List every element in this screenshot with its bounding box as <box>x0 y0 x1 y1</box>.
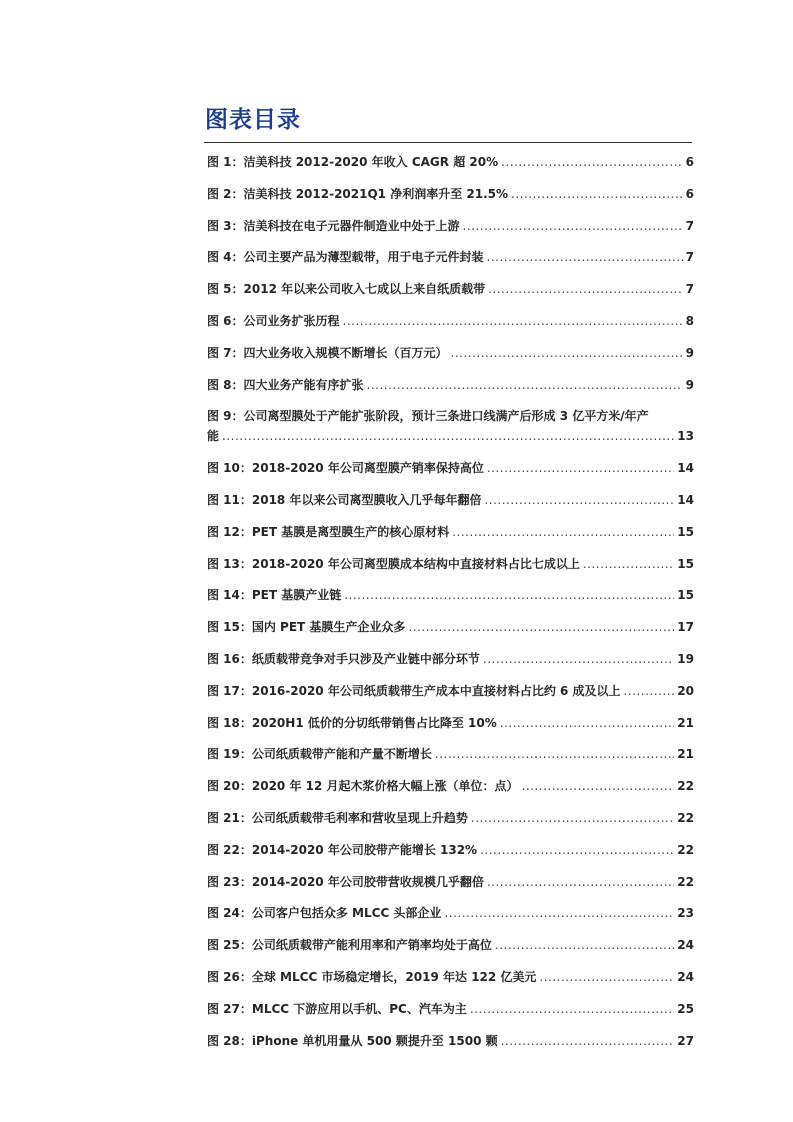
toc-page-number: 21 <box>677 747 694 762</box>
toc-leader <box>495 935 674 955</box>
toc-entry-text: 图 26：全球 MLCC 市场稳定增长，2019 年达 122 亿美元 <box>207 969 537 984</box>
toc-leader <box>343 311 683 331</box>
toc-page-number: 19 <box>677 651 694 666</box>
toc-entry-text: 图 25：公司纸质载带产能利用率和产销率均处于高位 <box>207 938 492 953</box>
toc-entry-24[interactable] <box>207 903 694 923</box>
toc-leader <box>480 840 674 860</box>
toc-entry-text: 图 20：2020 年 12 月起木浆价格大幅上涨（单位：点） <box>207 779 519 794</box>
toc-page-number: 20 <box>677 683 694 698</box>
toc-leader <box>484 490 674 510</box>
toc-entry-17[interactable] <box>207 681 694 701</box>
toc-entry-22[interactable] <box>207 840 694 860</box>
toc-entry-text: 图 16：纸质载带竞争对手只涉及产业链中部分环节 <box>207 651 480 666</box>
toc-leader <box>471 808 674 828</box>
toc-page-number: 15 <box>677 588 694 603</box>
toc-page-number: 15 <box>677 556 694 571</box>
toc-leader <box>344 585 674 605</box>
toc-entry-15[interactable] <box>207 617 694 637</box>
toc-page-number: 22 <box>677 810 694 825</box>
toc-entry-27[interactable] <box>207 999 694 1019</box>
toc-entry-text: 图 17：2016-2020 年公司纸质载带生产成本中直接材料占比约 6 成及以上 <box>207 683 621 698</box>
toc-entry-text: 图 5：2012 年以来公司收入七成以上来自纸质载带 <box>207 282 486 297</box>
toc-entry-23[interactable] <box>207 872 694 892</box>
toc-entry-text: 图 24：公司客户包括众多 MLCC 头部企业 <box>207 906 442 921</box>
toc-entry-text: 图 9：公司离型膜处于产能扩张阶段，预计三条进口线满产后形成 3 亿平方米/年产 <box>207 409 649 424</box>
toc-entry-20[interactable] <box>207 776 694 796</box>
toc-page-number: 22 <box>677 779 694 794</box>
toc-leader <box>435 744 674 764</box>
toc-page-number: 14 <box>677 492 694 507</box>
toc-entry-26[interactable] <box>207 967 694 987</box>
toc-page-number: 22 <box>677 874 694 889</box>
toc-leader <box>583 554 674 574</box>
toc-entry-text: 图 22：2014-2020 年公司胶带产能增长 132% <box>207 842 478 857</box>
toc-leader <box>451 343 683 363</box>
toc-page-number: 24 <box>677 969 694 984</box>
toc-leader <box>501 1031 675 1051</box>
toc-entry-7[interactable] <box>207 343 694 363</box>
toc-leader <box>408 617 674 637</box>
toc-entry-19[interactable] <box>207 744 694 764</box>
toc-entry-text: 图 6：公司业务扩张历程 <box>207 313 340 328</box>
toc-leader <box>511 184 683 204</box>
toc-entry-text: 图 4：公司主要产品为薄型载带，用于电子元件封装 <box>207 250 484 265</box>
toc-page-number: 23 <box>677 906 694 921</box>
toc-leader <box>483 649 674 669</box>
toc-entry-10[interactable] <box>207 458 694 478</box>
toc-entry-14[interactable] <box>207 585 694 605</box>
toc-leader <box>539 967 674 987</box>
toc-entry-1[interactable] <box>207 152 694 172</box>
toc-entry-8[interactable] <box>207 375 694 395</box>
toc-entry-text: 图 18：2020H1 低价的分切纸带销售占比降至 10% <box>207 715 497 730</box>
toc-entry-text: 图 8：四大业务产能有序扩张 <box>207 377 364 392</box>
toc-entry-3[interactable] <box>207 216 694 236</box>
toc-entry-25[interactable] <box>207 935 694 955</box>
toc-entry-2[interactable] <box>207 184 694 204</box>
toc-page-number: 14 <box>677 461 694 476</box>
toc-leader <box>487 458 674 478</box>
toc-entry-text: 图 27：MLCC 下游应用以手机、PC、汽车为主 <box>207 1001 467 1016</box>
toc-leader <box>487 872 674 892</box>
toc-entry-text: 图 21：公司纸质载带毛利率和营收呈现上升趋势 <box>207 810 468 825</box>
toc-page-number: 17 <box>677 620 694 635</box>
title-divider <box>204 142 692 143</box>
toc-entry-text: 图 15：国内 PET 基膜生产企业众多 <box>207 620 406 635</box>
toc-leader <box>222 426 674 446</box>
toc-list <box>207 152 694 1062</box>
toc-entry-text: 图 2：洁美科技 2012-2021Q1 净利润率升至 21.5% <box>207 186 509 201</box>
toc-page-number: 7 <box>685 250 694 265</box>
toc-page-number: 27 <box>677 1033 694 1048</box>
toc-entry-text: 图 11：2018 年以来公司离型膜收入几乎每年翻倍 <box>207 492 482 507</box>
toc-entry-text-continued: 能 <box>207 429 220 444</box>
toc-title: 图表目录 <box>205 107 301 133</box>
toc-leader <box>367 375 683 395</box>
toc-entry-12[interactable] <box>207 522 694 542</box>
toc-page-number: 25 <box>677 1001 694 1016</box>
toc-page-number: 21 <box>677 715 694 730</box>
toc-leader <box>444 903 674 923</box>
toc-page-number: 7 <box>685 218 694 233</box>
toc-entry-text: 图 14：PET 基膜产业链 <box>207 588 342 603</box>
toc-leader <box>624 681 675 701</box>
toc-page-number: 8 <box>685 313 694 328</box>
toc-entry-11[interactable] <box>207 490 694 510</box>
toc-entry-4[interactable] <box>207 247 694 267</box>
toc-entry-18[interactable] <box>207 713 694 733</box>
toc-entry-text: 图 19：公司纸质载带产能和产量不断增长 <box>207 747 432 762</box>
toc-page-number: 15 <box>677 524 694 539</box>
toc-entry-text: 图 1：洁美科技 2012-2020 年收入 CAGR 超 20% <box>207 155 499 169</box>
toc-leader <box>488 279 683 299</box>
toc-entry-text: 图 10：2018-2020 年公司离型膜产销率保持高位 <box>207 461 484 476</box>
toc-entry-16[interactable] <box>207 649 694 669</box>
toc-page-number: 6 <box>685 186 694 201</box>
toc-page-number: 22 <box>677 842 694 857</box>
toc-entry-continuation <box>207 426 694 446</box>
toc-entry-21[interactable] <box>207 808 694 828</box>
toc-leader <box>470 999 674 1019</box>
toc-entry-text: 图 12：PET 基膜是离型膜生产的核心原材料 <box>207 524 450 539</box>
toc-leader <box>522 776 675 796</box>
toc-entry-13[interactable] <box>207 554 694 574</box>
toc-leader <box>487 247 683 267</box>
toc-page-number: 13 <box>677 429 694 444</box>
toc-entry-28[interactable] <box>207 1031 694 1051</box>
toc-page-number: 24 <box>677 938 694 953</box>
toc-page-number: 9 <box>685 345 694 360</box>
toc-page-number: 9 <box>685 377 694 392</box>
toc-entry-text: 图 13：2018-2020 年公司离型膜成本结构中直接材料占比七成以上 <box>207 556 580 571</box>
toc-entry-text: 图 7：四大业务收入规模不断增长（百万元） <box>207 345 448 360</box>
toc-entry-text: 图 28：iPhone 单机用量从 500 颗提升至 1500 颗 <box>207 1033 498 1048</box>
toc-entry-text: 图 23：2014-2020 年公司胶带营收规模几乎翻倍 <box>207 874 484 889</box>
toc-leader <box>463 216 683 236</box>
toc-page-number: 7 <box>685 282 694 297</box>
toc-entry-text: 图 3：洁美科技在电子元器件制造业中处于上游 <box>207 218 460 233</box>
toc-entry-9[interactable] <box>207 406 694 446</box>
toc-entry-5[interactable] <box>207 279 694 299</box>
toc-leader <box>500 713 675 733</box>
toc-entry-6[interactable] <box>207 311 694 331</box>
toc-leader <box>501 152 683 172</box>
toc-leader <box>452 522 674 542</box>
toc-page-number: 6 <box>685 155 694 169</box>
